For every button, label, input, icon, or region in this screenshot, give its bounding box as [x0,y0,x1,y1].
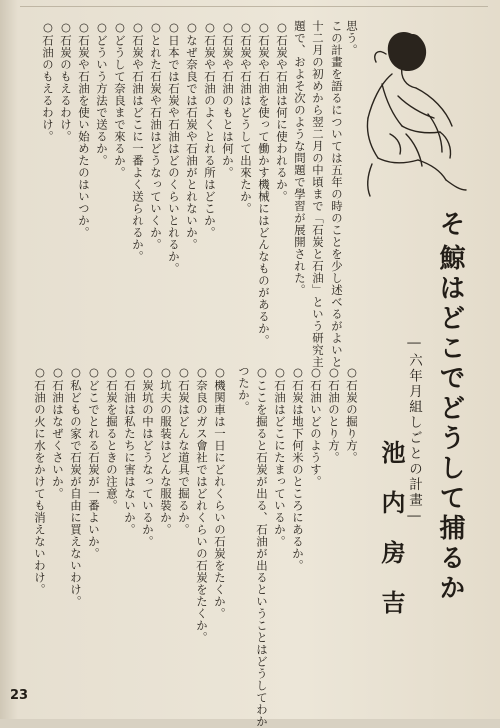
text-line: ○坑夫の服装はどんな服裝か。 [159,365,173,536]
article-title: 鯨はどこでどうして捕るか [435,244,465,604]
text-line: ○炭坑の中はどうなっているか。 [141,365,155,548]
text-line: ○私どもの家で石炭が自由に買えないわけ。 [69,365,83,608]
text-line: ○石炭や石油はどうして出來たか。 [239,20,253,215]
text-line: ○どこでとれる石炭が一番よいか。 [87,365,101,560]
top-edge [20,6,488,7]
text-line: ○石炭を掘るときの注意。 [105,365,119,512]
page-number: 23 [10,688,29,703]
text-line: 思う。 [345,20,359,56]
text-line: 題で、およそ次のような問題で學習が展開された。 [293,20,307,296]
article-subtitle: ―六年月組しごとの計畫― [406,335,422,526]
text-line: ○機関車は一日にどれくらいの石炭をたくか。 [213,365,227,620]
text-line: ○どうして奈良まで來るか。 [113,20,127,179]
text-line: この計畫を語るについては五年の時のことを少し述べるがよいと [330,20,344,368]
lower-right-text-block [232,365,360,728]
text-line: ○石炭や石油のよくとれる所はどこか。 [203,20,217,239]
text-line: ○石炭や石油はどこに一番よく送られるか。 [131,20,145,263]
text-line: つたか。 [237,365,251,413]
text-line: ○石油いどのようす。 [309,365,323,488]
text-line: ○石油の火に水をかけても消えないわけ。 [33,365,47,596]
text-line: ○石炭の掘り方。 [345,365,359,464]
figure-drawing-illustration [342,14,470,204]
text-line: ○ここを掘ると石炭が出る、石油が出るということはどうしてわか [255,365,269,728]
text-line: ○とれた石炭や石油はどうなっていくか。 [149,20,163,251]
text-line: ○石油はどこにたまっているか。 [273,365,287,548]
title-prefix: そ [435,210,465,240]
text-line: ○日本では石炭や石油はどのくらいとれるか。 [167,20,181,275]
text-line: ○石油のもえるわけ。 [41,20,55,143]
intro-text-block [30,20,360,368]
lower-left-text-block [30,365,228,675]
text-line: ○なぜ奈良では石炭や石油がとれないか。 [185,20,199,251]
text-line: ○石炭や石油を使って働かす機械にはどんなものがあるか。 [257,20,271,347]
text-line: ○石油はなぜくさいか。 [51,365,65,500]
text-line: ○石炭のもえるわけ。 [59,20,73,143]
text-line: ○石炭や石油を使い始めたのはいつか。 [77,20,91,239]
author-name: 池内房吉 [377,440,406,640]
text-line: ○石油は私たちに害はないか。 [123,365,137,536]
text-line: ○石炭や石油のもとは何か。 [221,20,235,179]
text-line: ○石炭は地下何米のところにあるか。 [291,365,305,572]
text-line: ○石炭はどんな道具で掘るか。 [177,365,191,536]
text-line: ○奈良のガス會社ではどれくらいの石炭をたくか。 [195,365,209,644]
text-line: ○どういう方法で送るか。 [95,20,109,167]
text-line: ○石炭や石油は何に使われるか。 [275,20,289,203]
text-line: ○石油のとり方。 [327,365,341,464]
text-line: 十二月の初めから翌二月の中頃まで「石炭と石油」という研究主 [311,20,325,368]
